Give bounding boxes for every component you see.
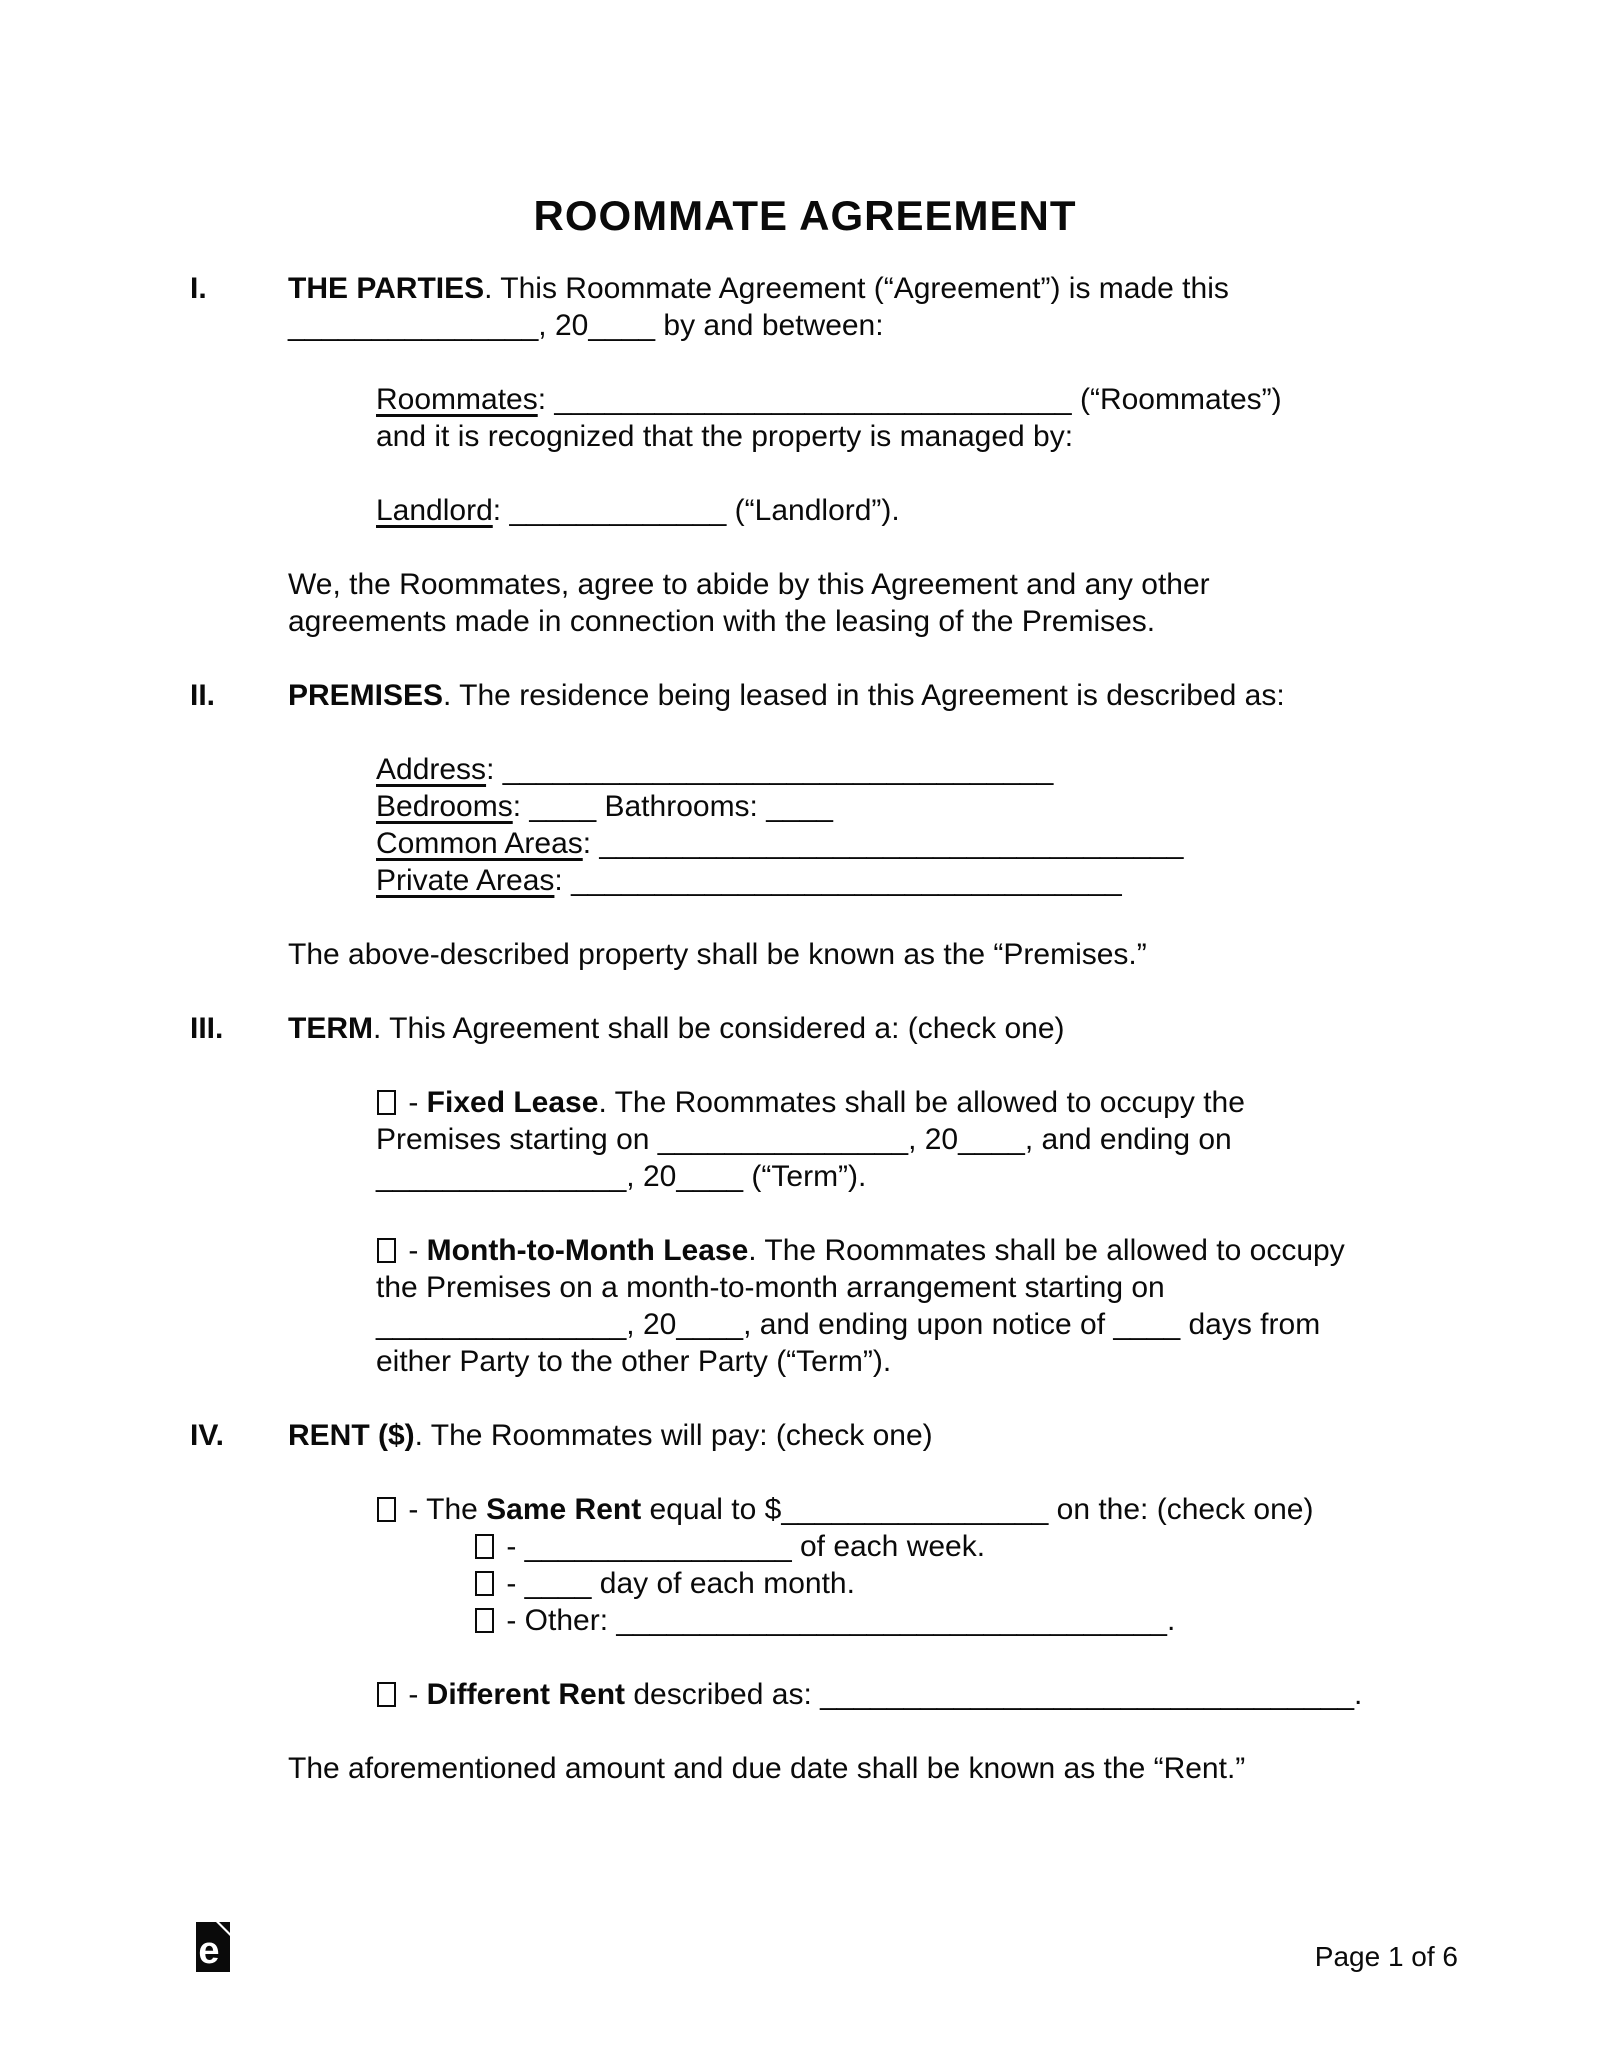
text-run: , 20	[538, 309, 589, 342]
blank-field[interactable]: ________________________________	[820, 1678, 1355, 1711]
different-rent-option-text	[376, 1676, 1420, 1713]
same-rent-suboptions	[190, 1528, 1420, 1639]
emphasis-text: Fixed Lease	[426, 1086, 599, 1119]
blank-field[interactable]: ____	[529, 790, 597, 823]
blank-field[interactable]: _________________________________	[571, 864, 1122, 897]
checkbox[interactable]	[475, 1534, 494, 1559]
text-run: described as:	[625, 1678, 821, 1711]
fixed-lease-option	[190, 1084, 1420, 1195]
blank-field[interactable]: ____	[524, 1567, 592, 1600]
text-run: and it is recognized that the property is managed by:	[376, 420, 1074, 453]
text-run: Premises starting on	[376, 1123, 658, 1156]
section-numeral-iii: III.	[190, 1012, 224, 1045]
premises-details	[190, 751, 1420, 899]
rent-heading-text	[288, 1417, 1420, 1454]
text-run: :	[582, 827, 600, 860]
field-label: Address	[376, 753, 487, 786]
text-run: .	[1166, 1604, 1176, 1637]
parties-heading-text	[288, 270, 1420, 344]
blank-field[interactable]: _______________	[657, 1123, 909, 1156]
text-run: . The residence being leased in this Agreement is described as:	[443, 679, 1285, 712]
text-run: either Party to the other Party (“Term”).	[376, 1345, 892, 1378]
blank-field[interactable]: ____	[958, 1123, 1025, 1156]
text-run: (“Landlord”).	[726, 494, 900, 527]
blank-field[interactable]: _______________	[376, 1308, 627, 1341]
field-label: Private Areas	[376, 864, 555, 897]
text-run: -	[498, 1530, 525, 1563]
emphasis-text: Different Rent	[426, 1678, 626, 1711]
text-run: :	[512, 790, 530, 823]
same-rent-suboptions-text	[474, 1528, 1420, 1639]
text-run: . This Roommate Agreement (“Agreement”) is made this	[484, 272, 1229, 305]
landlord-clause	[190, 492, 1420, 529]
blank-field[interactable]: ____	[588, 309, 656, 342]
roommates-clause	[190, 381, 1420, 455]
checkbox[interactable]	[377, 1090, 396, 1115]
logo-letter: e	[198, 1930, 220, 1972]
field-label: Roommates	[376, 383, 538, 416]
field-label: Landlord	[376, 494, 493, 527]
roommates-clause-text	[376, 381, 1420, 455]
premises-heading-text	[288, 677, 1420, 714]
text-run: :	[554, 864, 572, 897]
text-run: The above-described property shall be known as the “Premises.”	[288, 938, 1147, 971]
rent-known-as-text	[288, 1750, 1420, 1787]
section-rent-heading	[190, 1417, 1420, 1454]
checkbox[interactable]	[377, 1238, 396, 1263]
blank-field[interactable]: ____	[766, 790, 833, 823]
different-rent-option	[190, 1676, 1420, 1713]
section-numeral-iv: IV.	[190, 1419, 224, 1452]
premises-known-as-clause	[190, 936, 1420, 973]
text-run: by and between:	[655, 309, 884, 342]
field-label: Common Areas	[376, 827, 583, 860]
blank-field[interactable]: ________________	[781, 1493, 1049, 1526]
text-run: .	[1354, 1678, 1363, 1711]
blank-field[interactable]: _______________	[288, 309, 539, 342]
text-run: , 20	[626, 1308, 677, 1341]
text-run: -	[400, 1234, 427, 1267]
emphasis-text: TERM	[288, 1012, 373, 1045]
page-number-label: Page 1 of 6	[1314, 1941, 1458, 1972]
landlord-clause-text	[376, 492, 1420, 529]
text-run: the Premises on a month-to-month arrangement starting on	[376, 1271, 1165, 1304]
text-run: -	[498, 1567, 525, 1600]
field-label: Bedrooms	[376, 790, 513, 823]
blank-field[interactable]: _________________________________	[502, 753, 1054, 786]
text-run: The aforementioned amount and due date shall be known as the “Rent.”	[288, 1752, 1246, 1785]
blank-field[interactable]: _______________________________	[554, 383, 1072, 416]
emphasis-text: PREMISES	[288, 679, 444, 712]
text-run: - The	[400, 1493, 487, 1526]
text-run: :	[492, 494, 510, 527]
premises-known-as-text	[288, 936, 1420, 973]
blank-field[interactable]: _________________________________	[616, 1604, 1167, 1637]
document-title: ROOMMATE AGREEMENT	[533, 192, 1077, 239]
text-run: , 20	[626, 1160, 677, 1193]
month-to-month-option	[190, 1232, 1420, 1380]
checkbox[interactable]	[475, 1571, 494, 1596]
text-run: -	[400, 1086, 427, 1119]
text-run: of each week.	[791, 1530, 986, 1563]
same-rent-option-text	[376, 1491, 1420, 1528]
premises-details-text	[376, 751, 1420, 899]
rent-known-as-clause	[190, 1750, 1420, 1787]
text-run: (“Term”).	[743, 1160, 867, 1193]
text-run: (“Roommates”)	[1071, 383, 1282, 416]
text-run: equal to $	[641, 1493, 782, 1526]
section-numeral-ii: II.	[190, 679, 216, 712]
blank-field[interactable]: _____________	[509, 494, 727, 527]
checkbox[interactable]	[377, 1497, 396, 1522]
emphasis-text: Month-to-Month Lease	[426, 1234, 749, 1267]
text-run: . The Roommates will pay: (check one)	[414, 1419, 933, 1452]
abide-clause-text	[288, 566, 1420, 640]
text-run: We, the Roommates, agree to abide by this Agreement and any other	[288, 568, 1210, 601]
text-run: agreements made in connection with the leasing of the Premises.	[288, 605, 1156, 638]
month-to-month-option-text	[376, 1232, 1420, 1380]
text-run: . The Roommates shall be allowed to occupy	[748, 1234, 1345, 1267]
blank-field[interactable]: ____	[1113, 1308, 1181, 1341]
blank-field[interactable]: ________________	[524, 1530, 792, 1563]
text-run: , 20	[908, 1123, 959, 1156]
section-numeral-i: I.	[190, 272, 207, 305]
text-run: -	[400, 1678, 427, 1711]
fixed-lease-option-text	[376, 1084, 1420, 1195]
checkbox[interactable]	[475, 1608, 494, 1633]
text-run: :	[486, 753, 503, 786]
emphasis-text: THE PARTIES	[288, 272, 485, 305]
text-run: Bathrooms:	[596, 790, 767, 823]
text-run: :	[537, 383, 555, 416]
blank-field[interactable]: ____	[676, 1308, 744, 1341]
section-term-heading	[190, 1010, 1420, 1047]
abide-clause	[190, 566, 1420, 640]
same-rent-option	[190, 1491, 1420, 1528]
text-run: , and ending on	[1024, 1123, 1232, 1156]
text-run: - Other:	[498, 1604, 617, 1637]
blank-field[interactable]: _______________	[376, 1160, 627, 1193]
eforms-logo-icon	[196, 1922, 230, 1972]
emphasis-text: Same Rent	[486, 1493, 642, 1526]
term-heading-text	[288, 1010, 1420, 1047]
blank-field[interactable]: ____	[676, 1160, 744, 1193]
emphasis-text: RENT ($)	[288, 1419, 415, 1452]
text-run: , and ending upon notice of	[743, 1308, 1114, 1341]
text-run: . This Agreement shall be considered a: (check one)	[373, 1012, 1065, 1045]
section-premises-heading	[190, 677, 1420, 714]
text-run: . The Roommates shall be allowed to occupy the	[598, 1086, 1245, 1119]
text-run: on the: (check one)	[1048, 1493, 1314, 1526]
blank-field[interactable]: ___________________________________	[599, 827, 1184, 860]
text-run: day of each month.	[591, 1567, 855, 1600]
section-parties-heading	[190, 270, 1420, 344]
checkbox[interactable]	[377, 1682, 396, 1707]
text-run: days from	[1180, 1308, 1321, 1341]
